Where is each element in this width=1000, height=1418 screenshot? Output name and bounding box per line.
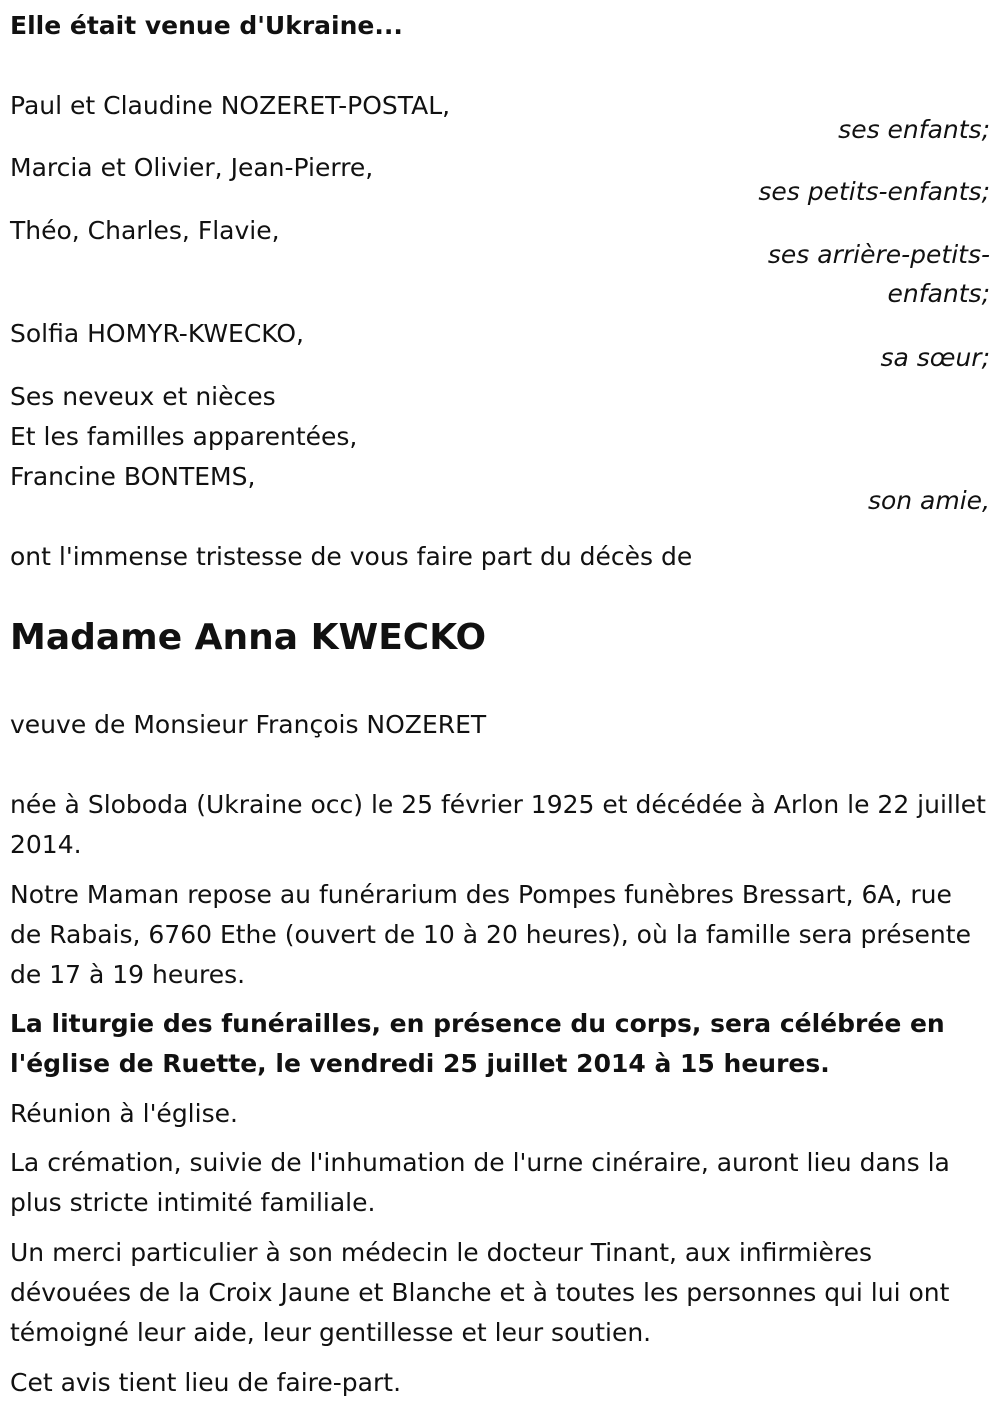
deceased-name: Madame Anna KWECKO: [10, 617, 487, 658]
widow-of: veuve de Monsieur François NOZERET: [10, 710, 487, 739]
others-nephews-nieces: Ses neveux et nièces: [10, 382, 276, 411]
cremation-paragraph: La crémation, suivie de l'inhumation de l'urne cinéraire, auront lieu dans la plus stricte intimité familiale.: [10, 1148, 950, 1217]
family-great-grandchildren-relation-line1: ses arrière-petits-: [767, 240, 990, 269]
family-grandchildren-names: Marcia et Olivier, Jean-Pierre,: [10, 153, 374, 182]
family-grandchildren-relation: ses petits-enfants;: [758, 177, 990, 206]
thanks-paragraph: Un merci particulier à son médecin le docteur Tinant, aux infirmières dévouées de la Croix Jaune et Blanche et à toutes les personnes qui lui ont témoigné leur aide, leur gentillesse et leur soutien.: [10, 1238, 950, 1347]
rest-paragraph: Notre Maman repose au funérarium des Pompes funèbres Bressart, 6A, rue de Rabais, 6760 Ethe (ouvert de 10 à 20 heures), où la famille sera présente de 17 à 19 heures.: [10, 880, 971, 989]
others-families: Et les familles apparentées,: [10, 422, 358, 451]
family-sister-relation: sa sœur;: [880, 343, 990, 372]
liturgy-paragraph: La liturgie des funérailles, en présence du corps, sera célébrée en l'église de Ruette, le vendredi 25 juillet 2014 à 15 heures.: [10, 1009, 945, 1078]
born-died-paragraph: née à Sloboda (Ukraine occ) le 25 février 1925 et décédée à Arlon le 22 juillet 2014.: [10, 790, 986, 859]
others-friend-relation: son amie,: [867, 486, 990, 515]
closing-paragraph: Cet avis tient lieu de faire-part.: [10, 1368, 402, 1397]
family-great-grandchildren-relation-line2: enfants;: [887, 279, 990, 308]
family-sister-name: Solfia HOMYR-KWECKO,: [10, 319, 304, 348]
others-friend-name: Francine BONTEMS,: [10, 462, 256, 491]
meeting-paragraph: Réunion à l'église.: [10, 1099, 238, 1128]
announcement-text: ont l'immense tristesse de vous faire part du décès de: [10, 542, 693, 571]
family-children-names: Paul et Claudine NOZERET-POSTAL,: [10, 91, 451, 120]
family-great-grandchildren-names: Théo, Charles, Flavie,: [10, 216, 280, 245]
family-children-relation: ses enfants;: [838, 115, 990, 144]
intro-heading: Elle était venue d'Ukraine...: [10, 11, 403, 40]
